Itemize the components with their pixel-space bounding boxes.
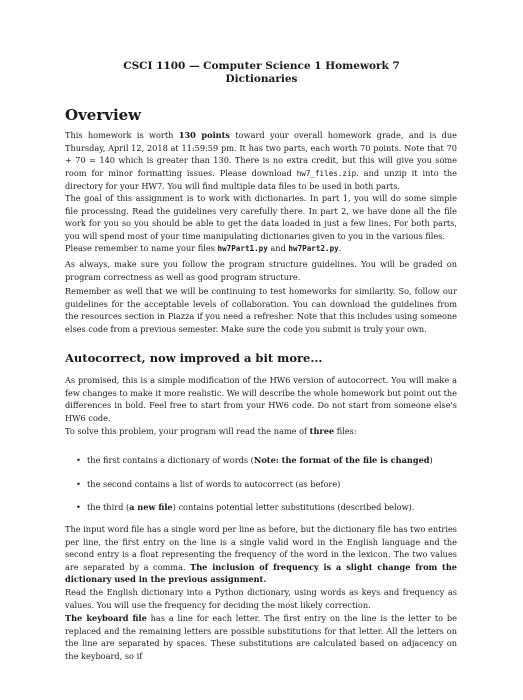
bold-note: Note: the format of the file is changed bbox=[253, 455, 430, 465]
filename-part1: hw7Part1.py bbox=[217, 244, 268, 253]
overview-paragraph-2: The goal of this assignment is to work with dictionaries. In part 1, you will do some simple file processing. Read the guidelines very carefully there. In part 2, we have done all the file work for you so you should be able to get the data loaded in just a few lines. For both parts, you will spend most of your time manipulating dictionaries given to you in the various files. bbox=[65, 193, 457, 241]
section-heading-autocorrect: Autocorrect, now improved a bit more... bbox=[65, 351, 323, 365]
list-item bbox=[65, 478, 457, 491]
text-span: . and unzip it into the directory for your HW7. You will find multiple data files to be used in both parts. bbox=[65, 167, 457, 192]
text-span: the first contains a dictionary of words ( bbox=[87, 455, 254, 465]
text-span: ) contains potential letter substitutions (described below). bbox=[172, 502, 415, 513]
text-span: Please remember to name your files bbox=[65, 243, 218, 253]
overview-paragraph-4: As always, make sure you follow the program structure guidelines. You will be graded on program correctness as well as good program structure. bbox=[65, 259, 457, 282]
list-item bbox=[65, 501, 457, 514]
text-span: To solve this problem, your program will read the name of bbox=[65, 426, 310, 436]
text-span: files: bbox=[334, 426, 357, 436]
text-span: has a line for each letter. The first entry on the line is the letter to be replaced and the remaining letters are possible substitutions for that letter. All the letters on the line are separated by spaces. These substitutions are calculated based on adjacency on the keyboard, so if bbox=[65, 613, 457, 661]
overview-paragraph-5: Remember as well that we will be continuing to test homeworks for similarity. So, follow our guidelines for the acceptable levels of collaboration. You can download the guidelines from the resources section in Piazza if you need a refresher. Note that this includes using someone elses code from a previous semester. Make sure the code you submit is truly your own. bbox=[65, 286, 457, 334]
text-span: toward your overall homework grade, and is due Thursday, April 12, 2018 at 11:59:59 pm. It has two parts, each worth 70 points. Note that 70 + 70 = 140 which is greater than 130. There is no extra credit, but this will give you some room for minor formatting issues. Please download bbox=[65, 130, 457, 178]
list-item bbox=[65, 454, 457, 467]
text-span: ) bbox=[429, 455, 433, 465]
bold-three: three bbox=[309, 426, 335, 436]
text-span: The input word file has a single word per line as before, but the dictionary file has two entries per line, the first entry on the line is a single valid word in the English language and the second entry is a float representing the frequency of the word in the lexicon. The two values are separated by a comma. bbox=[65, 524, 457, 572]
overview-paragraph-3 bbox=[65, 242, 457, 256]
filename-part2: hw7Part2.py bbox=[288, 244, 339, 253]
overview-paragraph-1 bbox=[65, 129, 457, 193]
zip-filename: hw7_files.zip bbox=[296, 168, 357, 178]
autocorrect-paragraph-4: Read the English dictionary into a Python dictionary, using words as keys and frequency as values. You will use the frequency for deciding the most likely correction. bbox=[65, 587, 457, 610]
section-heading-overview: Overview bbox=[65, 106, 142, 124]
document-subtitle: Dictionaries bbox=[225, 73, 298, 85]
text-span: and bbox=[267, 243, 289, 253]
bold-keyboard-file: The keyboard file bbox=[65, 613, 147, 623]
points-emphasis: 130 points bbox=[178, 130, 231, 140]
text-span: This homework is worth bbox=[65, 130, 179, 140]
files-bullet-list bbox=[65, 454, 457, 525]
autocorrect-paragraph-3 bbox=[65, 523, 457, 586]
document-title: CSCI 1100 — Computer Science 1 Homework 7 bbox=[123, 60, 400, 72]
bold-frequency-note: The inclusion of frequency is a slight change from the dictionary used in the previous assignment. bbox=[65, 561, 457, 585]
autocorrect-paragraph-5 bbox=[65, 612, 457, 662]
text-span: . bbox=[338, 243, 342, 253]
autocorrect-paragraph-2 bbox=[65, 425, 457, 438]
text-span: the second contains a list of words to autocorrect (as before) bbox=[87, 478, 341, 489]
text-span: the third ( bbox=[87, 502, 130, 513]
bold-new-file: a new file bbox=[129, 502, 173, 513]
autocorrect-paragraph-1: As promised, this is a simple modification of the HW6 version of autocorrect. You will make a few changes to make it more realistic. We will describe the whole homework but point out the differences in bold. Feel free to start from your HW6 code. Do not start from someone else's HW6 code. bbox=[65, 375, 457, 423]
